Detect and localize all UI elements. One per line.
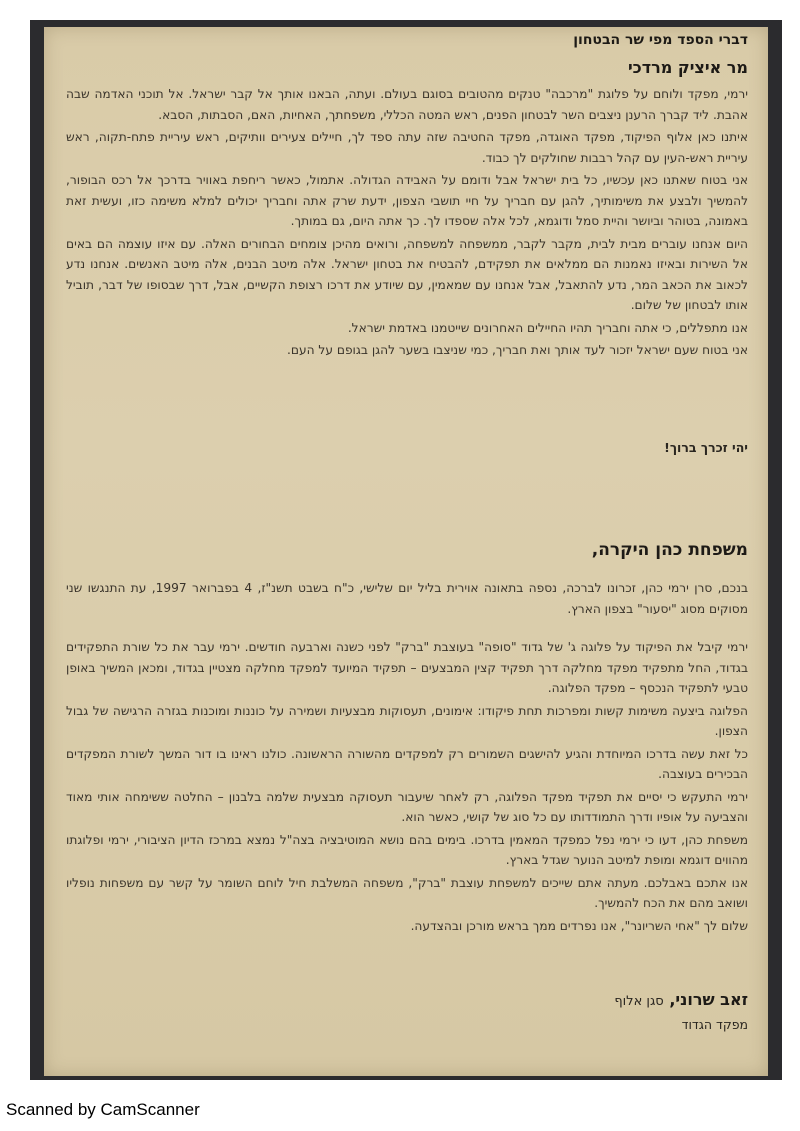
- letter-body: [66, 578, 748, 938]
- signature-line: [614, 990, 748, 1009]
- document-page: [58, 32, 748, 1062]
- eulogy-paragraph: איתנו כאן אלוף הפיקוד, מפקד האוגדה, מפקד החטיבה שזה עתה ספד לך, חיילים צעירים וותיקים, ראש עיריית פתח-תקוה, ראש עיריית ראש-העין עם קהל רבבות שחולקים לך כבוד.: [66, 130, 748, 165]
- scanner-watermark: Scanned by CamScanner: [6, 1100, 200, 1119]
- eulogy-closing: יהי זכרך ברוך!: [664, 440, 748, 455]
- letter-paragraph: כל זאת עשה בדרכו המיוחדת והגיע להישגים השמורים רק למפקדים מהשורה הראשונה. כולנו ראינו בו דור המשך לשורת המפקדים הבכירים בעוצבה.: [66, 746, 748, 781]
- letter-paragraph: ירמי קיבל את הפיקוד על פלוגה ג' של גדוד "סופה" בעוצבת "ברק" לפני כשנה וארבעה חודשים. ירמי עבר את כל שורת התפקידים בגדוד, החל מתפקיד מפקד מחלקה דרך תפקיד קצין המבצעים – תפקיד המיועד למפקד מחלקה מצטיין בגדוד, ומכאן המשיך באופן טבעי לתפקיד הנכסף – מפקד הפלוגה.: [66, 640, 748, 695]
- letter-paragraph: הפלוגה ביצעה משימות קשות ומפרכות תחת פיקודו: אימונים, תעסוקות מבצעיות ושמירה על כוננות ומוכנות בגזרה הרגישה של גבול הצפון.: [66, 703, 748, 738]
- eulogy-body: [66, 84, 748, 363]
- letter-paragraph: שלום לך "אחי השריונר", אנו נפרדים ממך בראש מורכן ובהצדעה.: [410, 918, 748, 933]
- eulogy-paragraph: אנו מתפללים, כי אתה וחבריך תהיו החיילים האחרונים שייטמנו באדמת ישראל.: [347, 320, 748, 335]
- letter-paragraph: אנו אתכם באבלכם. מעתה אתם שייכים למשפחת עוצבת "ברק", משפחה המשלבת חיל לוחם השומר על קשר עם משפחות נופליו ושואב מהם את הכח להמשיך.: [66, 875, 748, 910]
- letter-salutation: משפחת כהן היקרה,: [591, 540, 748, 560]
- eulogy-paragraph: היום אנחנו עוברים מבית לבית, מקבר לקבר, ממשפחה למשפחה, ורואים מהיכן צומחים הבחורים האלה. עם איזו עוצמה הם באים אל השירות ובאיזו נאמנות הם ממלאים את תפקידם, להבטיח את בטחון ישראל. אלה מיטב הבנים, אלה מיטב האנשים. אנחנו נדע לכאוב את הכאב המר, נדע להתאבל, אבל אנחנו עם שמאמין, עם שיודע את דרכו רצופת הקשיים, אבל, דרך שבסופו של דבר, תוביל אותו לבטחון של שלום.: [66, 236, 748, 312]
- eulogy-heading: דברי הספד מפי שר הבטחון: [573, 32, 748, 48]
- letter-paragraph: בנכם, סרן ירמי כהן, זכרונו לברכה, נספה בתאונה אוירית בליל יום שלישי, כ"ח בשבט תשנ"ז, 4 בפברואר 1997, עת התנגשו שני מסוקים מסוג "יסעור" בצפון הארץ.: [66, 581, 748, 616]
- eulogy-paragraph: אני בטוח שעם ישראל יזכור לעד אותך ואת חבריך, כמי שניצבו בשער להגן בגופם על העם.: [287, 343, 748, 357]
- eulogy-paragraph: אני בטוח שאתנו כאן עכשיו, כל בית ישראל אבל ודומם על האבידה הגדולה. אתמול, כאשר ריחפת באוויר בדרכך אל רכס הבופור, להמשיך ולבצע את משימותיך, להגן עם חבריך על חיי תושבי הצפון, ידעת שרק אתה וחבריך יכולים למלא משימה כזו, ועשית זאת באמונה, בטוהר וביושר והיית סמל ודוגמא, לכל אלה שספדו לך. כך אתה היום, גם במותך.: [66, 173, 748, 228]
- signer-name: זאב שרוני,: [669, 990, 748, 1009]
- letter-paragraph: ירמי התעקש כי יסיים את תפקיד מפקד הפלוגה, רק לאחר שיעבור תעסוקה מבצעית שלמה בלבנון – החלטה ששימחה אותי מאוד והצביעה על אופיו ודרך התמודדותו עם כל סוג של קושי, כאשר הוא.: [66, 789, 748, 824]
- speaker-name: מר איציק מרדכי: [627, 58, 748, 77]
- signer-rank: סגן אלוף: [614, 994, 664, 1009]
- eulogy-paragraph: ירמי, מפקד ולוחם על פלוגת "מרכבה" טנקים מהטובים בסוגם בעולם. ועתה, הבאנו אותך אל קבר ישראל. אל תוכני האדמה שבה אהבת. ליד קברך הרענן ניצבים השר לבטחון הפנים, ראש המטה הכללי, משפחתך, האחיות, האם, הסבתות, הסבא.: [66, 87, 748, 122]
- letter-paragraph: משפחת כהן, דעו כי ירמי נפל כמפקד המאמין בדרכו. בימים בהם נושא המוטיבציה בצה"ל נמצא במרכז הדיון הציבורי, ירמי ופלוגתו מהווים דוגמא ומופת למיטב הנוער שגדל בארץ.: [66, 832, 748, 867]
- signer-role: מפקד הגדוד: [681, 1017, 748, 1032]
